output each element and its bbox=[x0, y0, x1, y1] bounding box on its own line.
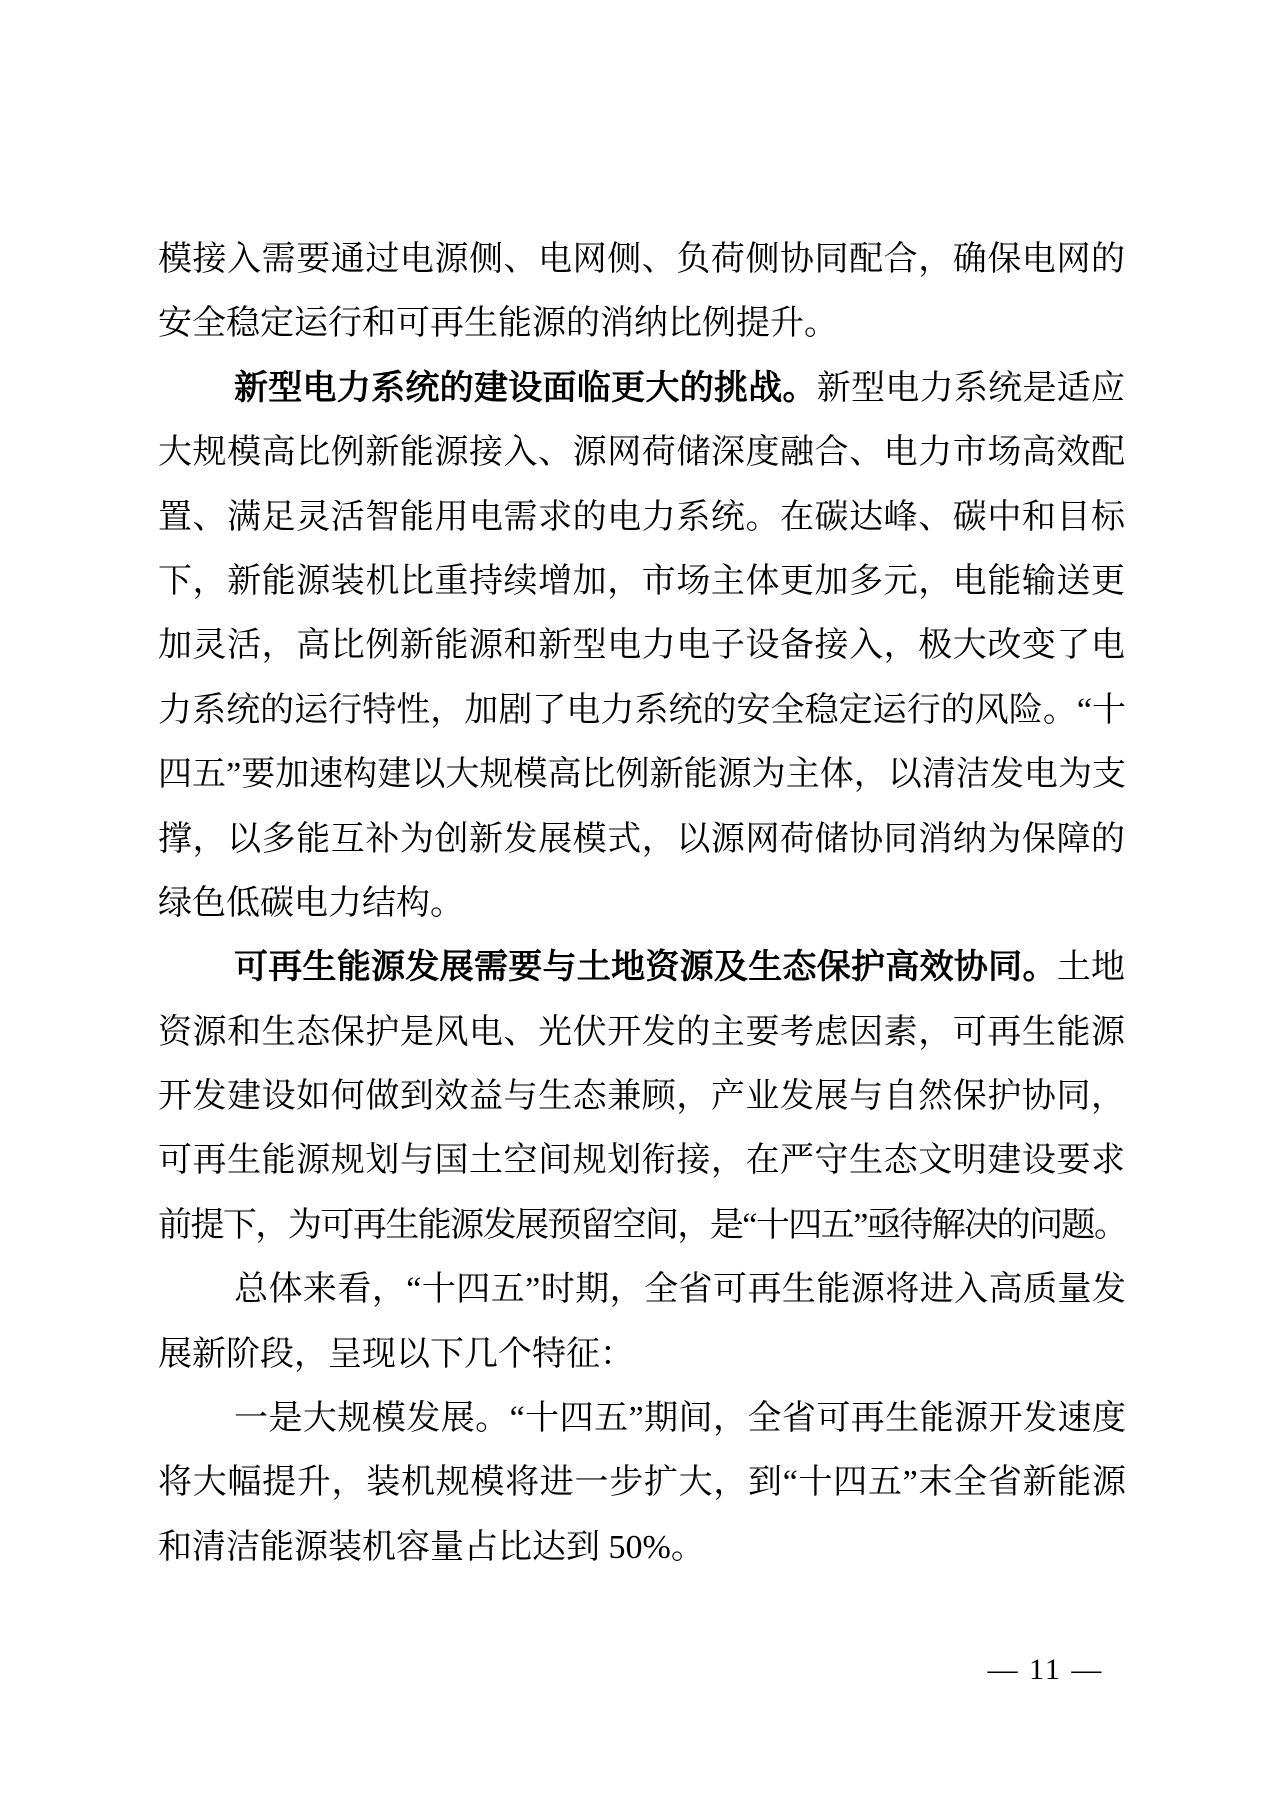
body-line-text: 置、满足灵活智能用电需求的电力系统。在碳达峰、碳中和目标 bbox=[158, 498, 1125, 536]
body-line-text: 加灵活，高比例新能源和新型电力电子设备接入，极大改变了电 bbox=[158, 627, 1125, 665]
body-line bbox=[158, 228, 1125, 292]
body-line-text: 力系统的运行特性，加剧了电力系统的安全稳定运行的风险。“十 bbox=[158, 691, 1125, 729]
body-line bbox=[158, 936, 1125, 1000]
body-line bbox=[158, 292, 1125, 356]
body-line bbox=[158, 1194, 1125, 1258]
body-line-text: 展新阶段，呈现以下几个特征： bbox=[158, 1335, 634, 1373]
body-line bbox=[158, 486, 1125, 550]
body-line-text: 新型电力系统是适应 bbox=[816, 369, 1126, 407]
body-line bbox=[158, 1258, 1125, 1322]
body-line-text: 土地 bbox=[1056, 949, 1125, 987]
text-body bbox=[158, 228, 1125, 1580]
body-line bbox=[158, 421, 1125, 485]
heading-emphasis: 可再生能源发展需要与土地资源及生态保护高效协同。 bbox=[234, 949, 1057, 987]
page-number: — 11 — bbox=[987, 1653, 1104, 1686]
body-line-text: 总体来看，“十四五”时期，全省可再生能源将进入高质量发 bbox=[234, 1271, 1125, 1309]
body-line-text: 资源和生态保护是风电、光伏开发的主要考虑因素，可再生能源 bbox=[158, 1013, 1125, 1051]
body-line bbox=[158, 808, 1125, 872]
body-line bbox=[158, 1323, 1125, 1387]
body-line-text: 大规模高比例新能源接入、源网荷储深度融合、电力市场高效配 bbox=[158, 434, 1125, 472]
body-line-text: 模接入需要通过电源侧、电网侧、负荷侧协同配合，确保电网的 bbox=[158, 241, 1125, 278]
body-line-text: 前提下，为可再生能源发展预留空间，是“十四五”亟待解决的问题。 bbox=[158, 1206, 1125, 1244]
body-line bbox=[158, 1387, 1125, 1451]
body-line bbox=[158, 1516, 1125, 1580]
body-line bbox=[158, 1001, 1125, 1065]
body-line-text: 和清洁能源装机容量占比达到 50%。 bbox=[158, 1528, 705, 1566]
body-line-text: 一是大规模发展。“十四五”期间，全省可再生能源开发速度 bbox=[234, 1400, 1125, 1438]
body-line bbox=[158, 614, 1125, 678]
body-line bbox=[158, 1065, 1125, 1129]
body-line-text: 撑，以多能互补为创新发展模式，以源网荷储协同消纳为保障的 bbox=[158, 820, 1125, 858]
body-line-text: 开发建设如何做到效益与生态兼顾，产业发展与自然保护协同， bbox=[158, 1078, 1125, 1116]
body-line-text: 安全稳定运行和可再生能源的消纳比例提升。 bbox=[158, 305, 838, 343]
body-line bbox=[158, 550, 1125, 614]
body-line bbox=[158, 1129, 1125, 1193]
body-line-text: 下，新能源装机比重持续增加，市场主体更加多元，电能输送更 bbox=[158, 562, 1125, 600]
body-line-text: 可再生能源规划与国土空间规划衔接，在严守生态文明建设要求 bbox=[158, 1142, 1125, 1180]
body-line bbox=[158, 357, 1125, 421]
body-line bbox=[158, 1451, 1125, 1515]
heading-emphasis: 新型电力系统的建设面临更大的挑战。 bbox=[234, 369, 817, 407]
body-line-text: 四五”要加速构建以大规模高比例新能源为主体，以清洁发电为支 bbox=[158, 756, 1125, 794]
body-line bbox=[158, 679, 1125, 743]
body-line-text: 将大幅提升，装机规模将进一步扩大，到“十四五”末全省新能源 bbox=[158, 1464, 1125, 1502]
body-line bbox=[158, 872, 1125, 936]
body-line bbox=[158, 743, 1125, 807]
body-line-text: 绿色低碳电力结构。 bbox=[158, 884, 464, 922]
